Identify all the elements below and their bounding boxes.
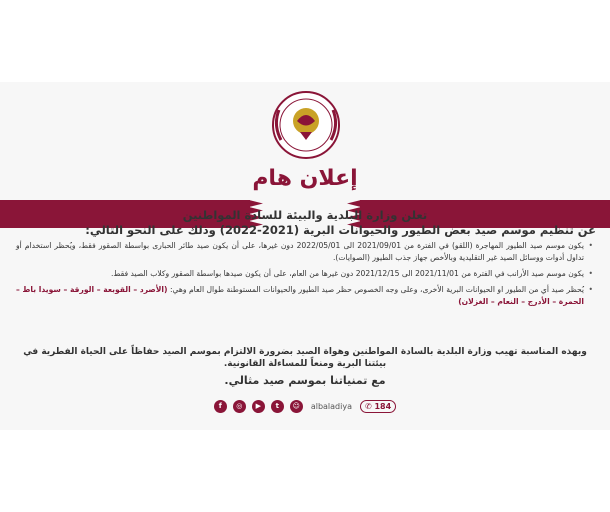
instagram-icon[interactable]: ◎ [233, 400, 246, 413]
twitter-icon[interactable]: t [271, 400, 284, 413]
closing-wish: مع تمنياتنا بموسم صيد مثالي. [224, 374, 386, 387]
regulations-list [16, 240, 594, 312]
regulation-protected-species [16, 284, 584, 308]
hotline-badge [360, 400, 396, 413]
announcement-subject-line: عن تنظيم موسم صيد بعض الطيور والحيوانات البرية (2021-2022) وذلك على النحو التالي: [85, 223, 596, 237]
hotline-number: 184 [374, 402, 392, 411]
facebook-icon[interactable]: f [214, 400, 227, 413]
snapchat-icon[interactable]: ☺ [290, 400, 303, 413]
phone-icon: ✆ [364, 402, 372, 411]
protected-animals-list: (الأصرد – القوبعة – الورقة – سويدا باط – الحمرة – الأدرج – النعام – الغزلان) [16, 285, 584, 306]
ministry-emblem-logo [267, 88, 345, 162]
closing-paragraph: وبهذه المناسبة تهيب وزارة البلدية بالسادة المواطنين وهواة الصيد بضرورة الالتزام بموسم الصيد حفاظاً على الحياة الفطرية في بيئتنا البرية ومنعاً للمساءلة القانونية. [23, 347, 587, 369]
social-footer [0, 400, 610, 413]
regulation-protected-text: يُحظر صيد أي من الطيور او الحيوانات البرية الأخرى، وعلى وجه الخصوص حظر صيد الطيور والحيوانات المستوطنة طوال العام وهي: [169, 285, 584, 294]
announcement-heading: إعلان هام [252, 166, 358, 191]
social-handle: albaladiya [310, 402, 352, 411]
regulation-rabbits: • يكون موسم صيد الأرانب في الفترة من 2021/11/01 الى 2021/12/15 دون غيرها من العام، على أن يكون صيدها بواسطة الصقور وكلاب الصيد فقط. [16, 268, 584, 280]
regulation-migratory-birds: • يكون موسم صيد الطيور المهاجرة (اللقو) في الفترة من 2021/09/01 الى 2022/05/01 دون غيرها، على أن يكون صيد طائر الحبارى بواسطة الصقور فقط، ويُحظر استخدام أو تداول أدوات ووسائل الصيد غير التقليدية وبالأخص جهاز جذب الطيور (الصوايات). [16, 240, 584, 264]
youtube-icon[interactable]: ▶ [252, 400, 265, 413]
announcement-intro-line: تعلن وزارة البلدية والبيئة للسادة المواطنين [182, 208, 428, 222]
